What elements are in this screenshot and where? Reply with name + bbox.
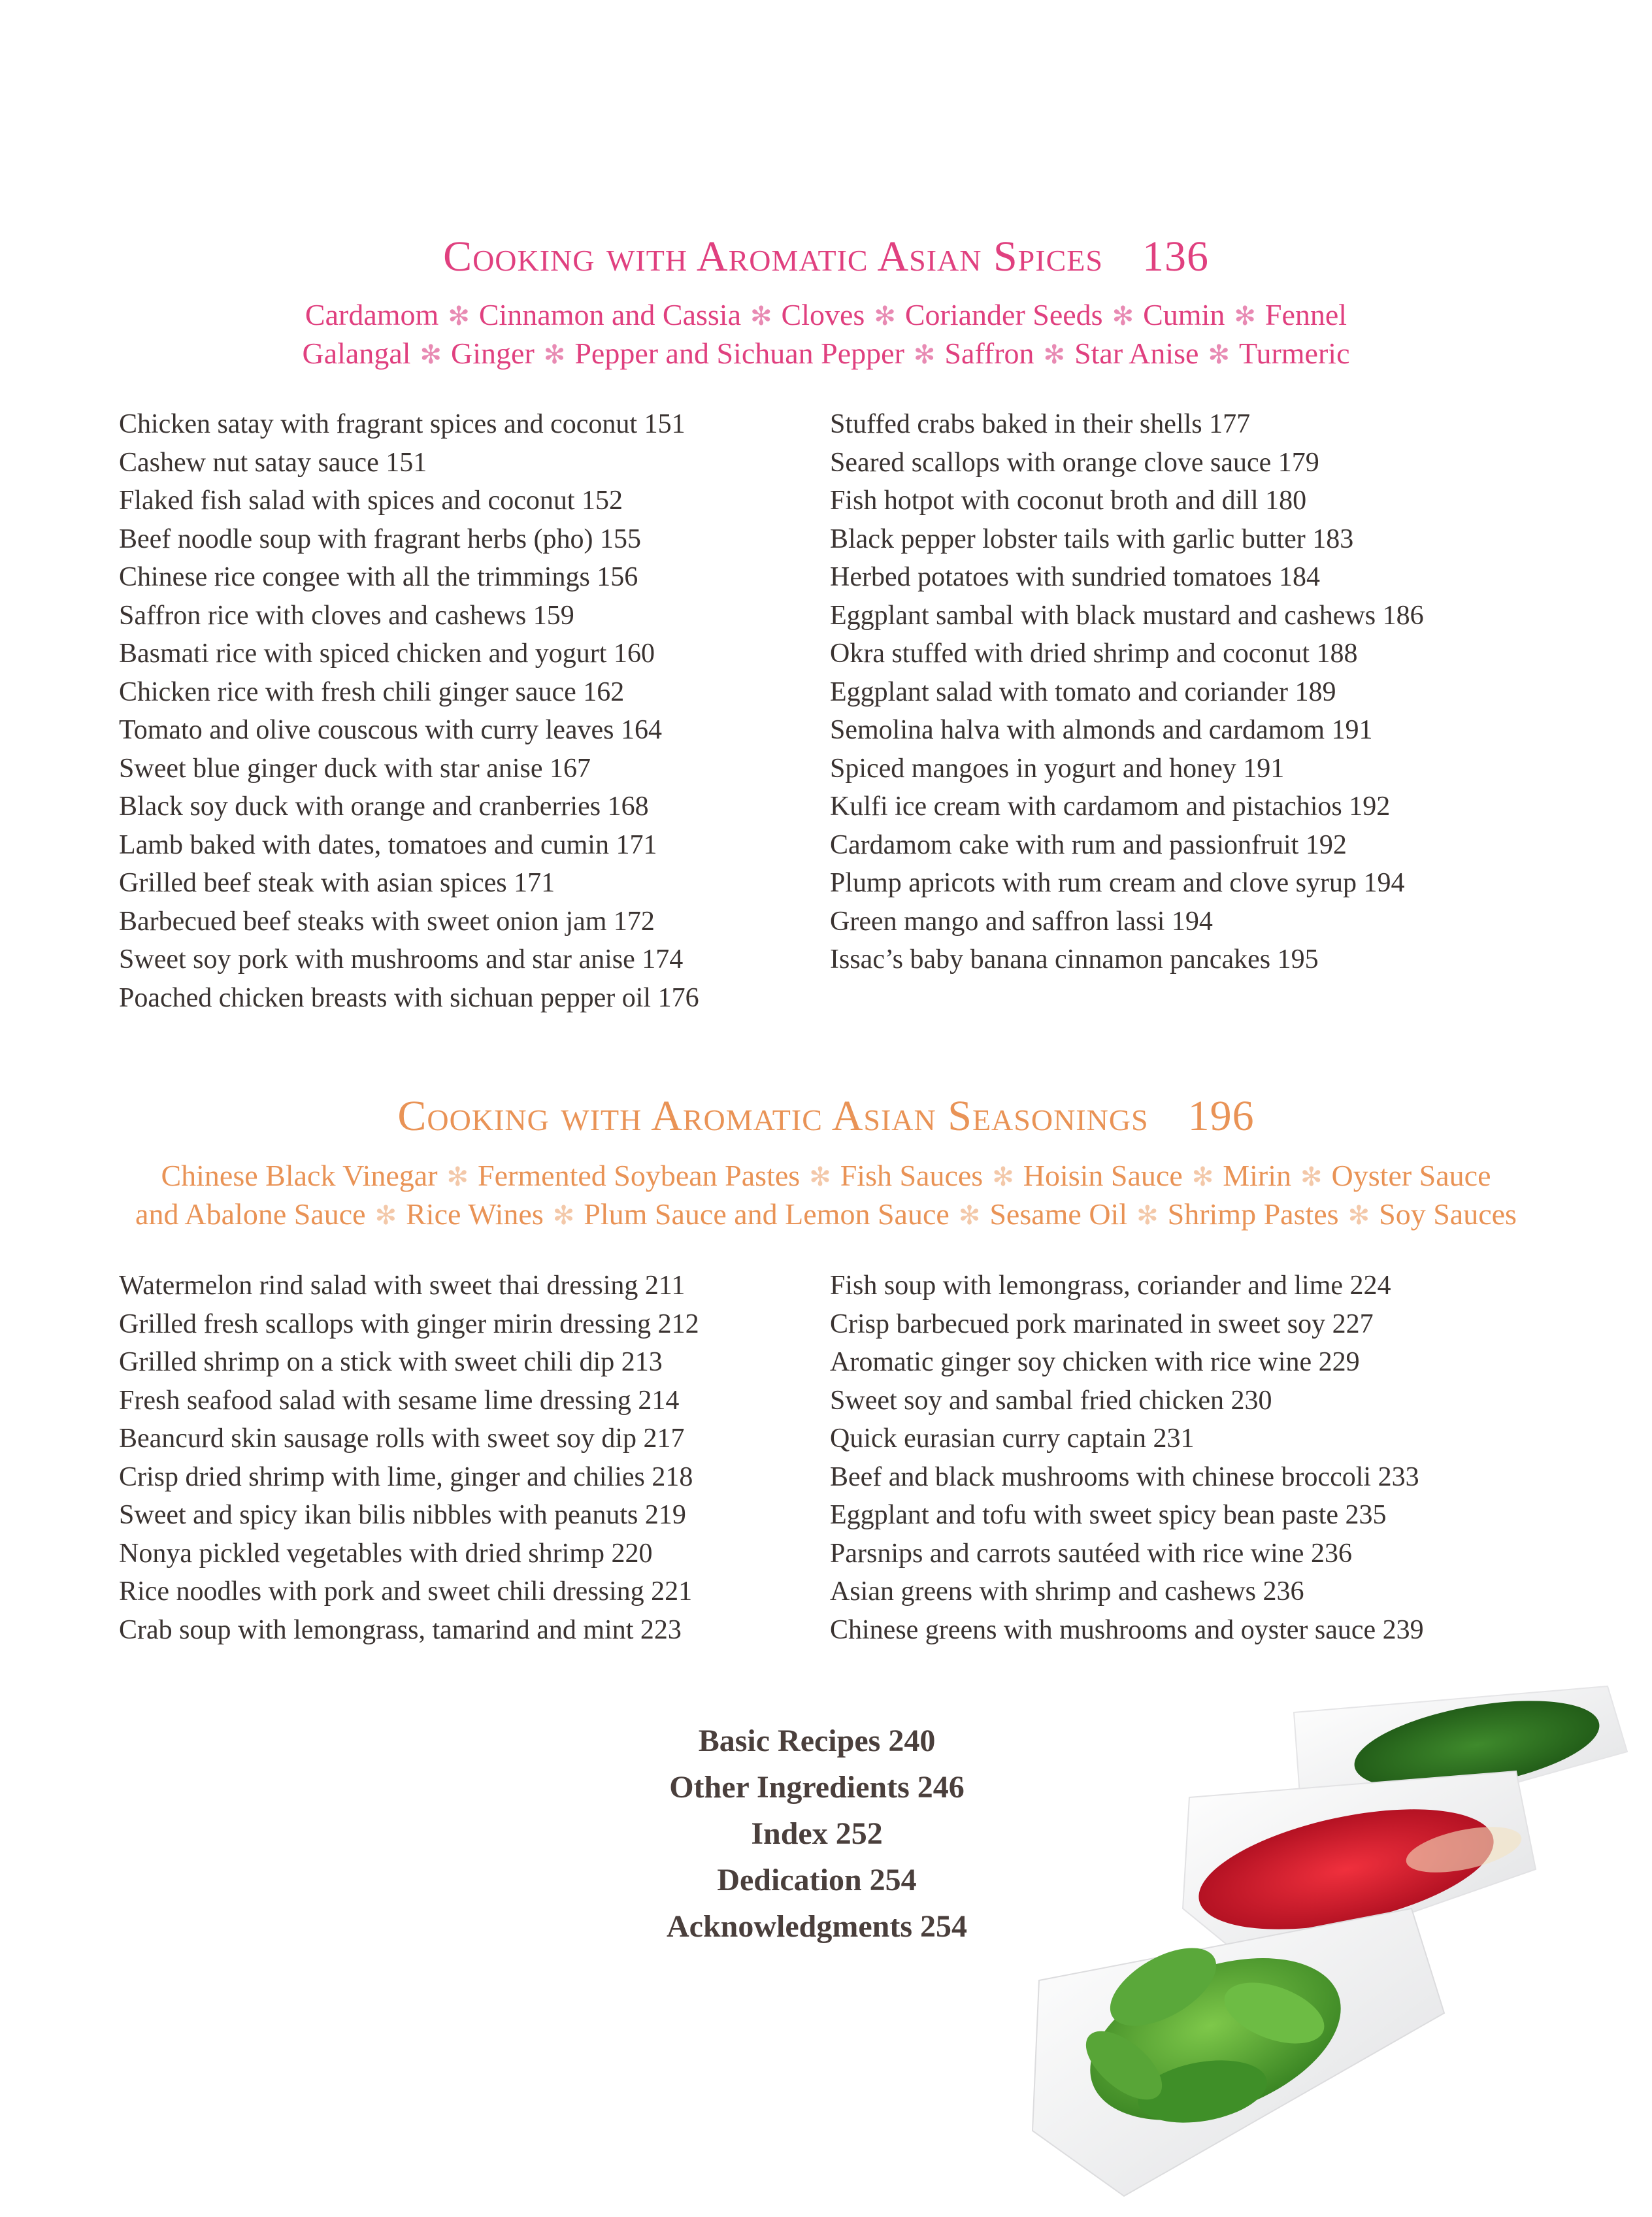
recipe-entry: Other Ingredients 246 xyxy=(669,1770,965,1805)
recipe-entry: Basmati rice with spiced chicken and yogurt 160 xyxy=(119,639,655,669)
recipe-entry: Eggplant salad with tomato and coriander 189 xyxy=(830,676,1336,707)
ingredient-name: Shrimp Pastes xyxy=(1167,1197,1339,1231)
ingredient-name: Pepper and Sichuan Pepper xyxy=(574,337,904,370)
section-title-text: Cooking with Aromatic Asian Seasonings xyxy=(397,1092,1149,1140)
recipe-entry: Fresh seafood salad with sesame lime dressing 214 xyxy=(119,1385,680,1416)
recipe-entry: Eggplant and tofu with sweet spicy bean paste 235 xyxy=(830,1500,1387,1530)
recipe-entry: Black pepper lobster tails with garlic butter 183 xyxy=(830,524,1354,554)
ingredient-name: Turmeric xyxy=(1238,337,1350,370)
separator-icon: ✻ xyxy=(1347,1201,1370,1230)
ingredient-name: Sesame Oil xyxy=(989,1197,1128,1231)
section-page-number: 136 xyxy=(1142,233,1209,280)
ingredient-name: and Abalone Sauce xyxy=(135,1197,366,1231)
ingredient-name: Fennel xyxy=(1264,298,1347,331)
recipe-entry: Aromatic ginger soy chicken with rice wine 229 xyxy=(830,1347,1360,1377)
recipe-entry: Issac’s baby banana cinnamon pancakes 195 xyxy=(830,944,1319,975)
separator-icon: ✻ xyxy=(1300,1162,1323,1192)
separator-icon: ✻ xyxy=(1112,301,1134,331)
recipe-entry: Sweet soy and sambal fried chicken 230 xyxy=(830,1385,1272,1416)
separator-icon: ✻ xyxy=(1191,1162,1214,1192)
recipe-entry: Cashew nut satay sauce 151 xyxy=(119,447,427,478)
recipe-entry: Seared scallops with orange clove sauce 179 xyxy=(830,447,1319,478)
recipe-entry: Fish hotpot with coconut broth and dill 180 xyxy=(830,486,1307,516)
recipe-entry: Crab soup with lemongrass, tamarind and mint 223 xyxy=(119,1614,682,1645)
ingredient-name: Cloves xyxy=(781,298,865,331)
recipe-entry: Grilled shrimp on a stick with sweet chili dip 213 xyxy=(119,1347,663,1377)
separator-icon: ✻ xyxy=(913,340,936,369)
separator-icon: ✻ xyxy=(874,301,896,331)
ingredient-name: Chinese Black Vinegar xyxy=(161,1159,438,1192)
spices-recipes-right-column xyxy=(830,405,1424,979)
separator-icon: ✻ xyxy=(552,1201,575,1230)
recipe-entry: Plump apricots with rum cream and clove syrup 194 xyxy=(830,868,1405,898)
ingredient-name: Star Anise xyxy=(1074,337,1199,370)
herb-bowls-photo xyxy=(1019,1673,1634,2209)
recipe-entry: Eggplant sambal with black mustard and cashews 186 xyxy=(830,600,1424,631)
recipe-entry: Stuffed crabs baked in their shells 177 xyxy=(830,409,1251,439)
recipe-entry: Tomato and olive couscous with curry leaves 164 xyxy=(119,715,663,745)
recipe-entry: Crisp dried shrimp with lime, ginger and chilies 218 xyxy=(119,1461,693,1492)
ingredient-name: Galangal xyxy=(302,337,411,370)
recipe-entry: Nonya pickled vegetables with dried shrimp 220 xyxy=(119,1538,653,1569)
section-title-text: Cooking with Aromatic Asian Spices xyxy=(443,233,1103,280)
separator-icon: ✻ xyxy=(446,1162,469,1192)
recipe-entry: Black soy duck with orange and cranberries 168 xyxy=(119,792,649,822)
recipe-entry: Beef and black mushrooms with chinese broccoli 233 xyxy=(830,1461,1419,1492)
separator-icon: ✻ xyxy=(1234,301,1256,331)
recipe-entry: Chinese rice congee with all the trimmings 156 xyxy=(119,562,638,592)
recipe-entry: Beancurd skin sausage rolls with sweet soy dip 217 xyxy=(119,1424,685,1454)
recipe-entry: Barbecued beef steaks with sweet onion jam 172 xyxy=(119,906,655,937)
seasonings-list-line-2 xyxy=(0,1197,1652,1231)
recipe-entry: Index 252 xyxy=(751,1816,883,1851)
separator-icon: ✻ xyxy=(958,1201,981,1230)
recipe-entry: Sweet and spicy ikan bilis nibbles with peanuts 219 xyxy=(119,1500,686,1530)
recipe-entry: Kulfi ice cream with cardamom and pistachios 192 xyxy=(830,792,1391,822)
seasonings-section-title xyxy=(0,1092,1652,1141)
separator-icon: ✻ xyxy=(1043,340,1066,369)
recipe-entry: Quick eurasian curry captain 231 xyxy=(830,1424,1195,1454)
spices-list-line-2 xyxy=(0,336,1652,371)
back-matter-list xyxy=(588,1718,1046,1950)
seasonings-recipes-left-column xyxy=(119,1267,699,1649)
recipe-entry: Grilled beef steak with asian spices 171 xyxy=(119,868,555,898)
recipe-entry: Lamb baked with dates, tomatoes and cumin 171 xyxy=(119,829,657,860)
ingredient-name: Soy Sauces xyxy=(1379,1197,1517,1231)
separator-icon: ✻ xyxy=(1208,340,1230,369)
separator-icon: ✻ xyxy=(1136,1201,1159,1230)
ingredient-name: Saffron xyxy=(944,337,1034,370)
recipe-entry: Chicken satay with fragrant spices and coconut 151 xyxy=(119,409,686,439)
ingredient-name: Oyster Sauce xyxy=(1331,1159,1491,1192)
separator-icon: ✻ xyxy=(992,1162,1014,1192)
ingredient-name: Hoisin Sauce xyxy=(1023,1159,1183,1192)
recipe-entry: Basic Recipes 240 xyxy=(698,1724,936,1758)
recipe-entry: Rice noodles with pork and sweet chili dressing 221 xyxy=(119,1576,693,1607)
recipe-entry: Chicken rice with fresh chili ginger sauce 162 xyxy=(119,676,625,707)
ingredient-name: Ginger xyxy=(451,337,535,370)
ingredient-name: Cardamom xyxy=(305,298,439,331)
recipe-entry: Parsnips and carrots sautéed with rice wine 236 xyxy=(830,1538,1352,1569)
recipe-entry: Saffron rice with cloves and cashews 159 xyxy=(119,600,574,631)
recipe-entry: Okra stuffed with dried shrimp and coconut 188 xyxy=(830,639,1358,669)
recipe-entry: Semolina halva with almonds and cardamom 191 xyxy=(830,715,1373,745)
ingredient-name: Coriander Seeds xyxy=(904,298,1103,331)
section-page-number: 196 xyxy=(1187,1092,1255,1140)
ingredient-name: Fermented Soybean Pastes xyxy=(478,1159,801,1192)
seasonings-list-line-1 xyxy=(0,1158,1652,1193)
recipe-entry: Crisp barbecued pork marinated in sweet soy 227 xyxy=(830,1309,1374,1339)
recipe-entry: Spiced mangoes in yogurt and honey 191 xyxy=(830,753,1285,784)
ingredient-name: Cumin xyxy=(1143,298,1225,331)
recipe-entry: Dedication 254 xyxy=(717,1863,917,1897)
recipe-entry: Asian greens with shrimp and cashews 236 xyxy=(830,1576,1304,1607)
recipe-entry: Grilled fresh scallops with ginger mirin dressing 212 xyxy=(119,1309,699,1339)
recipe-entry: Sweet soy pork with mushrooms and star anise 174 xyxy=(119,944,684,975)
ingredient-name: Rice Wines xyxy=(406,1197,544,1231)
recipe-entry: Flaked fish salad with spices and coconut 152 xyxy=(119,486,623,516)
separator-icon: ✻ xyxy=(543,340,566,369)
ingredient-name: Fish Sauces xyxy=(840,1159,983,1192)
separator-icon: ✻ xyxy=(809,1162,831,1192)
recipe-entry: Herbed potatoes with sundried tomatoes 184 xyxy=(830,562,1321,592)
ingredient-name: Cinnamon and Cassia xyxy=(478,298,742,331)
recipe-entry: Poached chicken breasts with sichuan pepper oil 176 xyxy=(119,982,699,1013)
front-dish xyxy=(1032,1909,1444,2196)
separator-icon: ✻ xyxy=(420,340,442,369)
ingredient-name: Mirin xyxy=(1223,1159,1292,1192)
recipe-entry: Beef noodle soup with fragrant herbs (pho) 155 xyxy=(119,524,641,554)
spices-list-line-1 xyxy=(0,297,1652,332)
recipe-entry: Fish soup with lemongrass, coriander and lime 224 xyxy=(830,1271,1391,1301)
recipe-entry: Chinese greens with mushrooms and oyster sauce 239 xyxy=(830,1614,1424,1645)
separator-icon: ✻ xyxy=(448,301,470,331)
recipe-entry: Acknowledgments 254 xyxy=(666,1909,967,1944)
separator-icon: ✻ xyxy=(374,1201,397,1230)
recipe-entry: Cardamom cake with rum and passionfruit 192 xyxy=(830,829,1347,860)
seasonings-recipes-right-column xyxy=(830,1267,1424,1649)
separator-icon: ✻ xyxy=(750,301,772,331)
recipe-entry: Sweet blue ginger duck with star anise 167 xyxy=(119,753,591,784)
ingredient-name: Plum Sauce and Lemon Sauce xyxy=(584,1197,950,1231)
spices-section-title xyxy=(0,232,1652,282)
spices-recipes-left-column xyxy=(119,405,699,1017)
recipe-entry: Watermelon rind salad with sweet thai dressing 211 xyxy=(119,1271,686,1301)
recipe-entry: Green mango and saffron lassi 194 xyxy=(830,906,1213,937)
